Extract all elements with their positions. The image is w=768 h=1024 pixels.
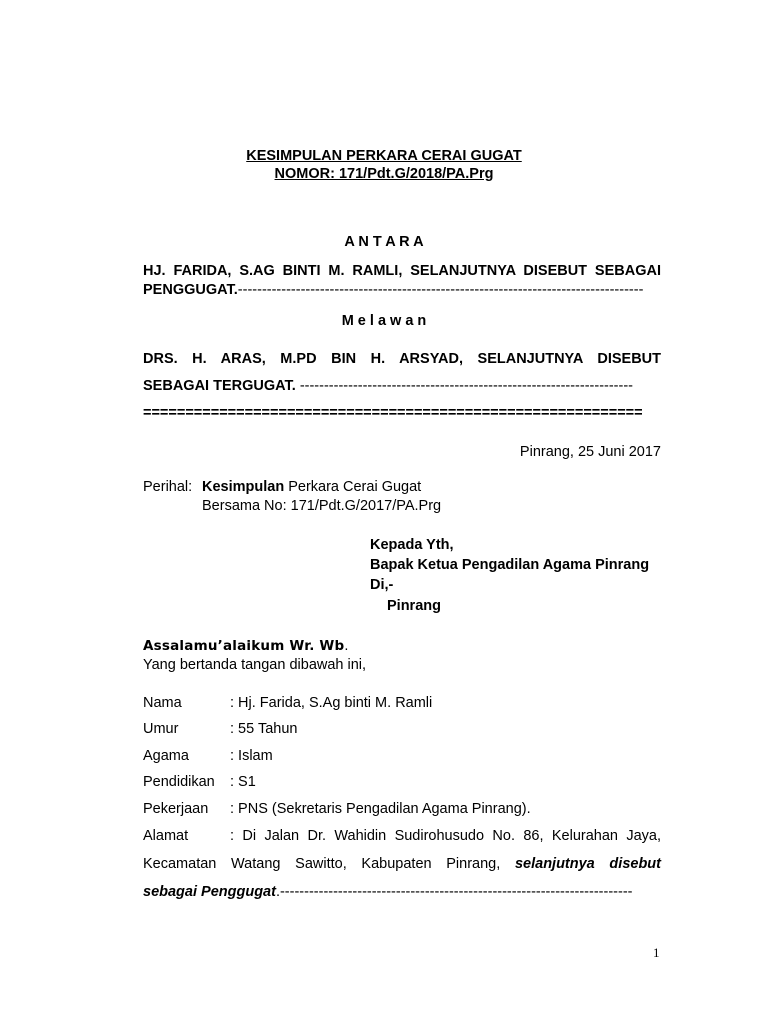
perihal-subject-bold: Kesimpulan [202, 479, 285, 495]
perihal-label: Perihal: [143, 479, 193, 495]
identity-value-umur: : 55 Tahun [230, 721, 298, 737]
plaintiff-dashes: ------------------------------------------------------------------------------------ [237, 282, 644, 298]
identity-value-alamat: : Di Jalan Dr. Wahidin Sudirohusudo No. 86, Kelurahan Jaya, [230, 828, 661, 844]
address-line-3-dashes: .------------------------------------------------------------------------- [275, 884, 633, 900]
identity-label-umur: Umur [143, 721, 179, 737]
defendant-line-2 [143, 377, 661, 395]
antara-heading: A N T A R A [344, 234, 424, 250]
identity-value-nama: : Hj. Farida, S.Ag binti M. Ramli [230, 695, 433, 711]
identity-label-pendidikan: Pendidikan [143, 774, 215, 790]
plaintiff-label: PENGGUGAT. [143, 282, 238, 298]
date-place: Pinrang, 25 Juni 2017 [519, 444, 661, 460]
perihal-subject-rest: Perkara Cerai Gugat [284, 479, 422, 495]
melawan-heading: M e l a w a n [341, 313, 427, 329]
identity-label-agama: Agama [143, 748, 189, 764]
defendant-line-1: DRS. H. ARAS, M.PD BIN H. ARSYAD, SELANJUTNYA DISEBUT [143, 351, 661, 367]
perihal-subject [202, 478, 421, 496]
recipient-line-4: Pinrang [387, 598, 441, 614]
identity-label-pekerjaan: Pekerjaan [143, 801, 209, 817]
identity-value-agama: : Islam [230, 748, 273, 764]
identity-value-pendidikan: : S1 [230, 774, 256, 790]
page-number: 1 [653, 945, 660, 960]
greeting-intro: Yang bertanda tangan dibawah ini, [143, 657, 367, 673]
greeting-salam-text: Assalamu’alaikum Wr. Wb [143, 638, 345, 654]
case-number: NOMOR: 171/Pdt.G/2018/PA.Prg [274, 166, 494, 182]
plaintiff-line-2 [143, 281, 661, 299]
perihal-line-2: Bersama No: 171/Pdt.G/2017/PA.Prg [202, 498, 442, 514]
defendant-label: SEBAGAI TERGUGAT. [143, 378, 296, 394]
recipient-line-1: Kepada Yth, [370, 537, 454, 553]
recipient-line-2: Bapak Ketua Pengadilan Agama Pinrang [370, 557, 650, 573]
greeting-salam-end: . [344, 638, 349, 654]
identity-value-pekerjaan: : PNS (Sekretaris Pengadilan Agama Pinrang). [230, 801, 531, 817]
document-title: KESIMPULAN PERKARA CERAI GUGAT [246, 148, 522, 164]
recipient-line-3: Di,- [370, 577, 394, 593]
address-line-3-emphasis: sebagai Penggugat [143, 884, 276, 900]
address-line-3 [143, 883, 661, 901]
address-line-2-plain: Kecamatan Watang Sawitto, Kabupaten Pinrang, [143, 856, 515, 872]
identity-label-nama: Nama [143, 695, 182, 711]
separator-line: =========================================================== [143, 405, 643, 421]
identity-label-alamat: Alamat [143, 828, 189, 844]
defendant-dashes: --------------------------------------------------------------------- [295, 378, 633, 394]
address-line-2-emphasis: selanjutnya disebut [514, 856, 661, 872]
address-line-2 [143, 855, 661, 873]
plaintiff-line-1: HJ. FARIDA, S.AG BINTI M. RAMLI, SELANJUTNYA DISEBUT SEBAGAI [143, 263, 661, 279]
greeting-salam [143, 637, 348, 655]
